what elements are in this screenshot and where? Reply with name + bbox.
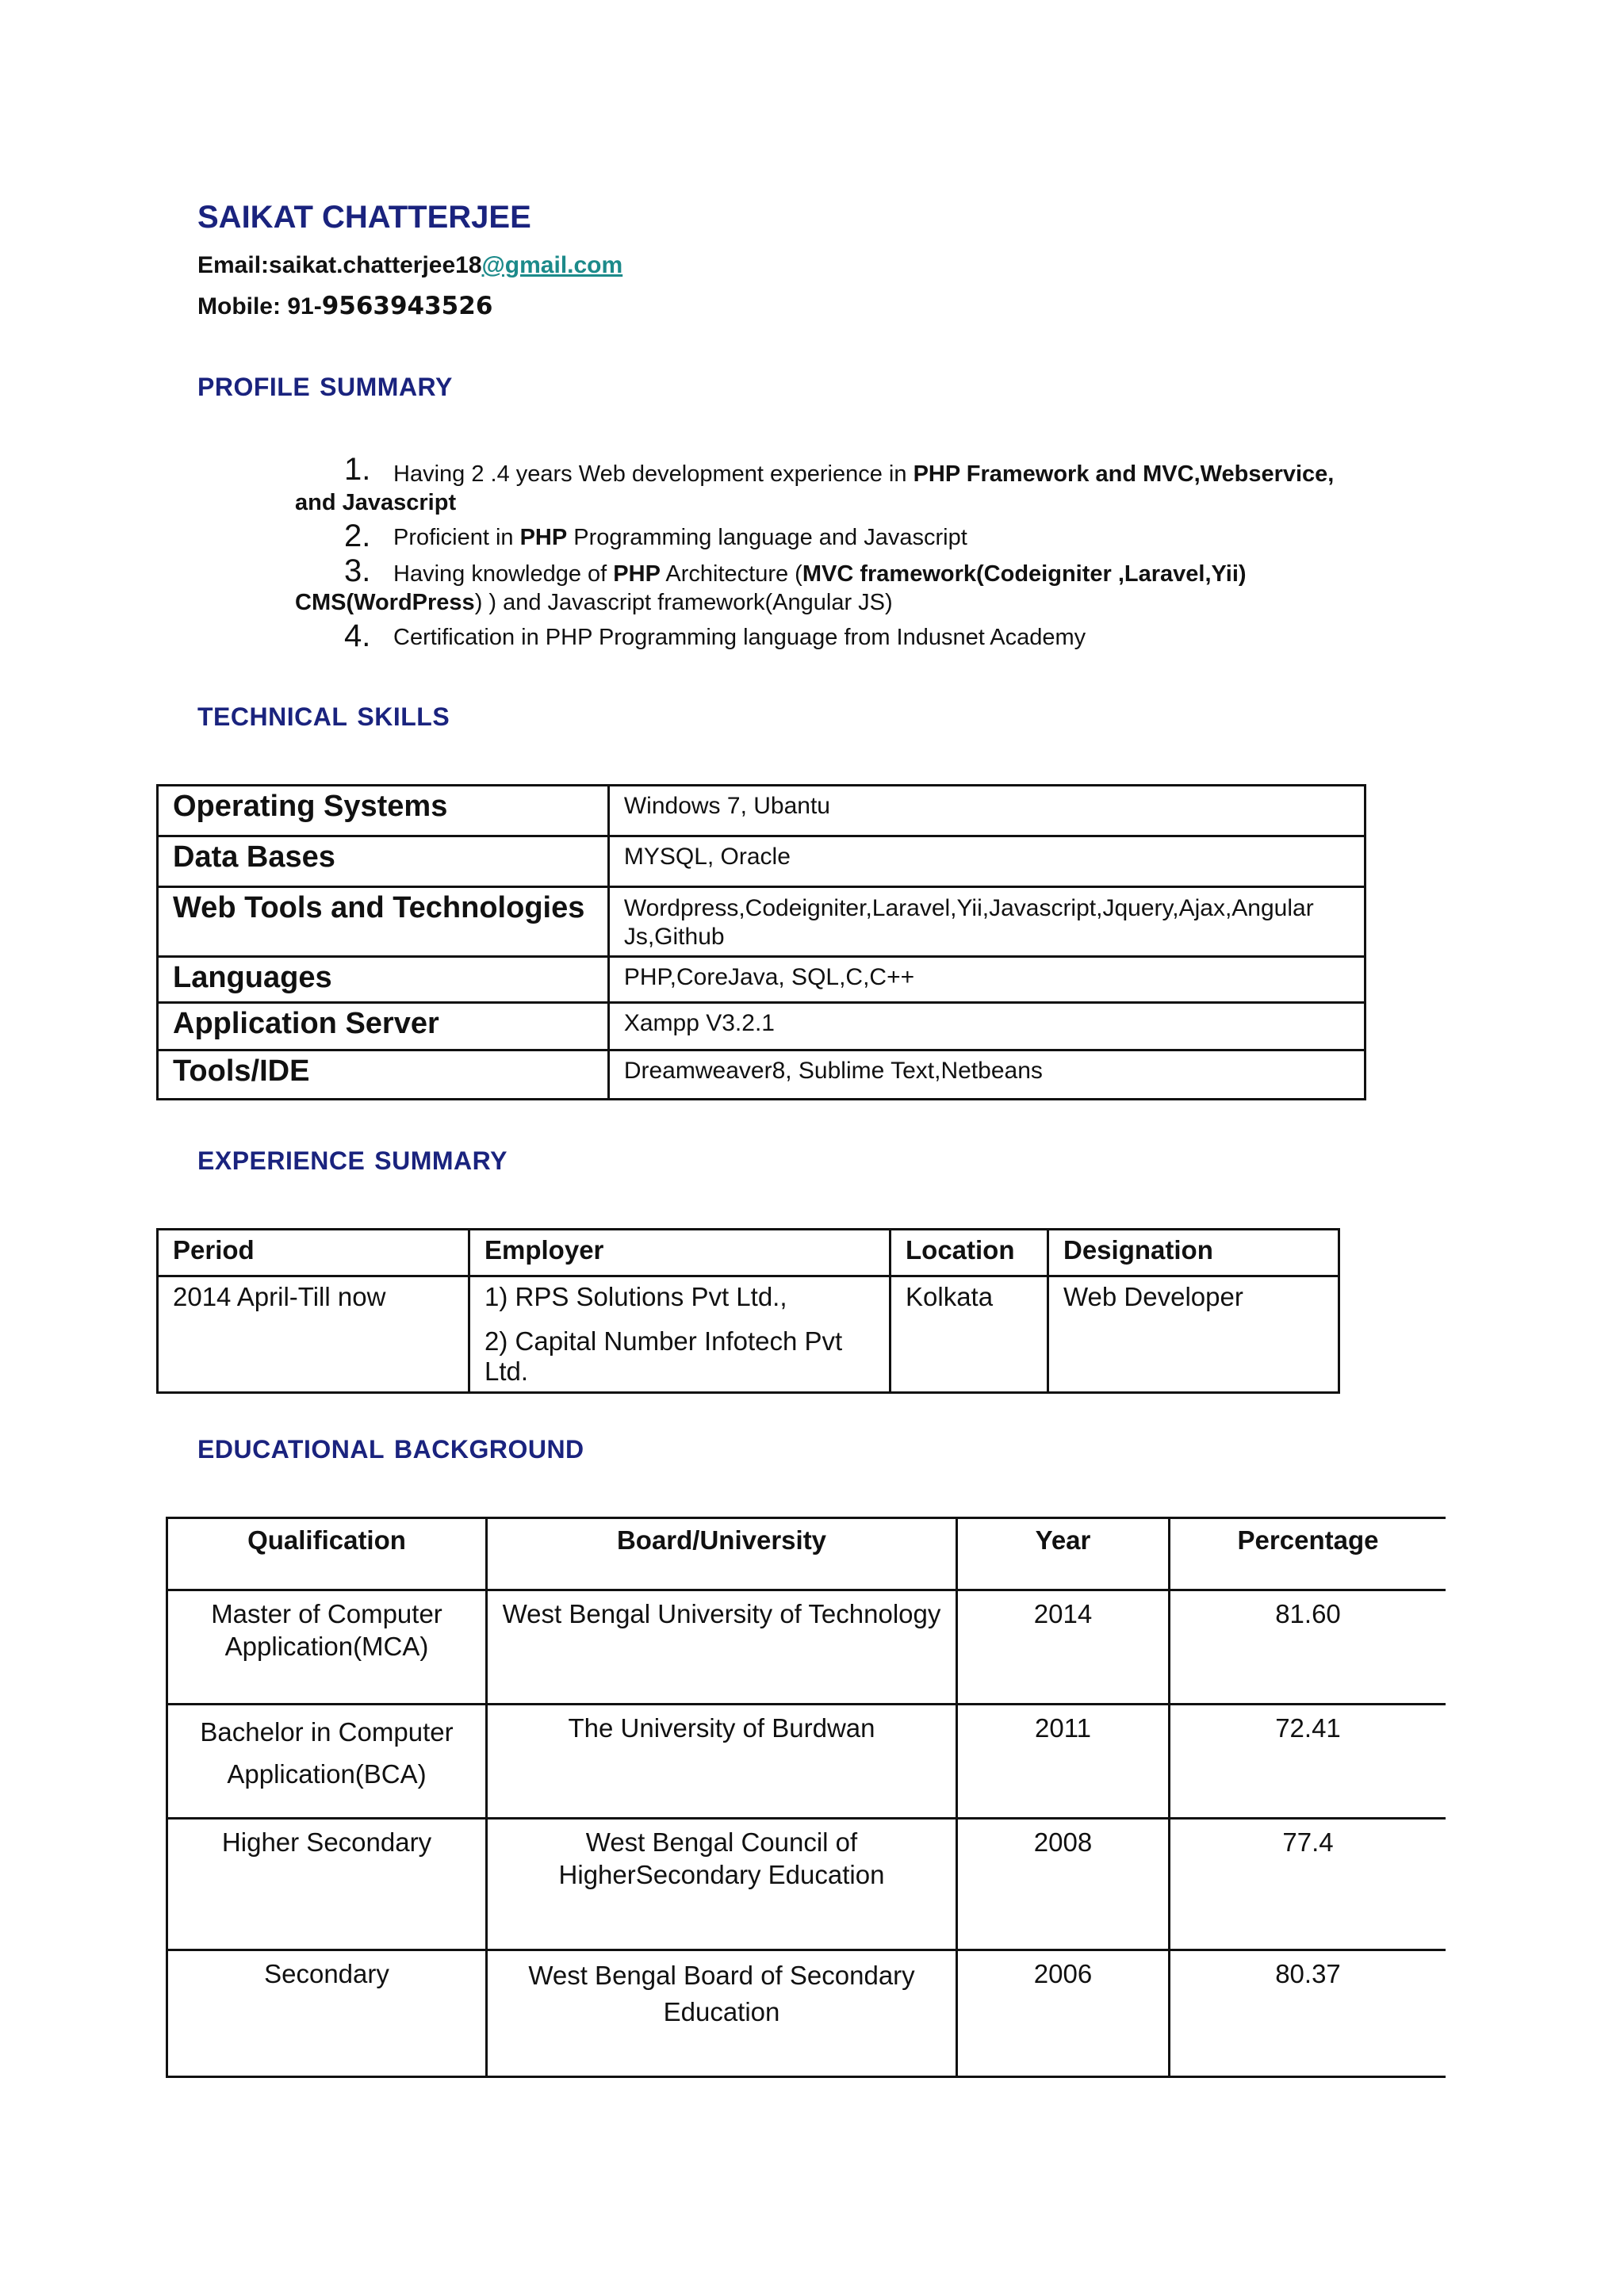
technical-skills-heading: [197, 702, 450, 732]
year-cell: 2011: [957, 1705, 1170, 1819]
qualification-cell: Bachelor in Computer Application(BCA): [167, 1705, 487, 1819]
list-number: 4.: [344, 618, 371, 653]
table-row: [158, 836, 1365, 887]
skill-value: PHP,CoreJava, SQL,C,C++: [608, 957, 1365, 1003]
board-cell: West Bengal University of Technology: [487, 1590, 957, 1705]
technical-skills-table: [156, 784, 1366, 1100]
list-number: 2.: [344, 519, 371, 553]
board-cell: West Bengal Council of HigherSecondary Education: [487, 1819, 957, 1950]
column-header: Employer: [469, 1230, 891, 1276]
candidate-name: SAIKAT CHATTERJEE: [197, 200, 531, 235]
heading-word: EDUCATIONAL: [197, 1435, 385, 1464]
column-header: Period: [158, 1230, 469, 1276]
table-row: [158, 1050, 1365, 1100]
skill-key: Data Bases: [158, 836, 609, 887]
email-label: Email:saikat.chatterjee18: [197, 252, 482, 278]
heading-word: EXPERIENCE: [197, 1146, 366, 1175]
education-table: [166, 1517, 1446, 2078]
heading-word: TECHNICAL: [197, 702, 348, 731]
year-cell: 2008: [957, 1819, 1170, 1950]
percentage-cell: 72.41: [1170, 1705, 1446, 1819]
skill-value: MYSQL, Oracle: [608, 836, 1365, 887]
skill-value: Xampp V3.2.1: [608, 1003, 1365, 1050]
qualification-cell: Secondary: [167, 1950, 487, 2077]
skill-key: Tools/IDE: [158, 1050, 609, 1100]
mobile-line: [197, 292, 492, 320]
table-header-row: [158, 1230, 1339, 1276]
experience-summary-heading: [197, 1146, 508, 1176]
skill-key: Operating Systems: [158, 786, 609, 836]
table-row: [158, 1003, 1365, 1050]
skill-value: Wordpress,Codeigniter,Laravel,Yii,Javascript,Jquery,Ajax,Angular Js,Github: [608, 887, 1365, 957]
table-row: [158, 1276, 1339, 1393]
heading-word: BACKGROUND: [394, 1435, 584, 1464]
educational-background-heading: [197, 1435, 584, 1464]
list-number: 3.: [344, 553, 371, 588]
heading-word: SKILLS: [357, 702, 450, 731]
year-cell: 2014: [957, 1590, 1170, 1705]
employer-2: 2) Capital Number Infotech Pvt Ltd.: [485, 1326, 843, 1386]
column-header: Designation: [1048, 1230, 1339, 1276]
list-number: 1.: [344, 452, 371, 487]
column-header: Year: [957, 1518, 1170, 1590]
heading-word: SUMMARY: [374, 1146, 508, 1175]
employer-1: 1) RPS Solutions Pvt Ltd.,: [485, 1282, 787, 1311]
table-row: [158, 887, 1365, 957]
period-cell: 2014 April-Till now: [158, 1276, 469, 1393]
table-row: [167, 1950, 1446, 2077]
list-text: Certification in PHP Programming language from Indusnet Academy: [393, 625, 1086, 650]
board-cell: West Bengal Board of Secondary Education: [487, 1950, 957, 2077]
list-text-continued: CMS(WordPress) ) and Javascript framework(Angular JS): [295, 590, 893, 615]
email-line: [197, 252, 622, 279]
list-text: Having 2 .4 years Web development experience in PHP Framework and MVC,Webservice,: [393, 461, 1335, 487]
list-text: Proficient in PHP Programming language and Javascript: [393, 525, 967, 550]
column-header: Percentage: [1170, 1518, 1446, 1590]
qualification-cell: Higher Secondary: [167, 1819, 487, 1950]
experience-table: [156, 1228, 1340, 1394]
list-text-continued: and Javascript: [295, 490, 457, 515]
percentage-cell: 81.60: [1170, 1590, 1446, 1705]
employer-cell: [469, 1276, 891, 1393]
year-cell: 2006: [957, 1950, 1170, 2077]
percentage-cell: 80.37: [1170, 1950, 1446, 2077]
column-header: Qualification: [167, 1518, 487, 1590]
board-cell: The University of Burdwan: [487, 1705, 957, 1819]
skill-key: Web Tools and Technologies: [158, 887, 609, 957]
profile-summary-heading: [197, 373, 453, 402]
skill-value: Dreamweaver8, Sublime Text,Netbeans: [608, 1050, 1365, 1100]
skill-key: Application Server: [158, 1003, 609, 1050]
skill-key: Languages: [158, 957, 609, 1003]
table-header-row: [167, 1518, 1446, 1590]
table-row: [167, 1590, 1446, 1705]
heading-word: SUMMARY: [320, 373, 453, 401]
email-link[interactable]: @gmail.com: [481, 252, 623, 278]
skill-value: Windows 7, Ubantu: [608, 786, 1365, 836]
table-row: [158, 957, 1365, 1003]
location-cell: Kolkata: [891, 1276, 1048, 1393]
column-header: Location: [891, 1230, 1048, 1276]
table-row: [167, 1705, 1446, 1819]
mobile-number: 9563943526: [321, 292, 493, 320]
mobile-label: Mobile: 91-: [197, 293, 322, 320]
qualification-cell: Master of Computer Application(MCA): [167, 1590, 487, 1705]
column-header: Board/University: [487, 1518, 957, 1590]
heading-word: PROFILE: [197, 373, 311, 401]
designation-cell: Web Developer: [1048, 1276, 1339, 1393]
table-row: [158, 786, 1365, 836]
table-row: [167, 1819, 1446, 1950]
percentage-cell: 77.4: [1170, 1819, 1446, 1950]
list-text: Having knowledge of PHP Architecture (MVC framework(Codeigniter ,Laravel,Yii): [393, 561, 1247, 587]
